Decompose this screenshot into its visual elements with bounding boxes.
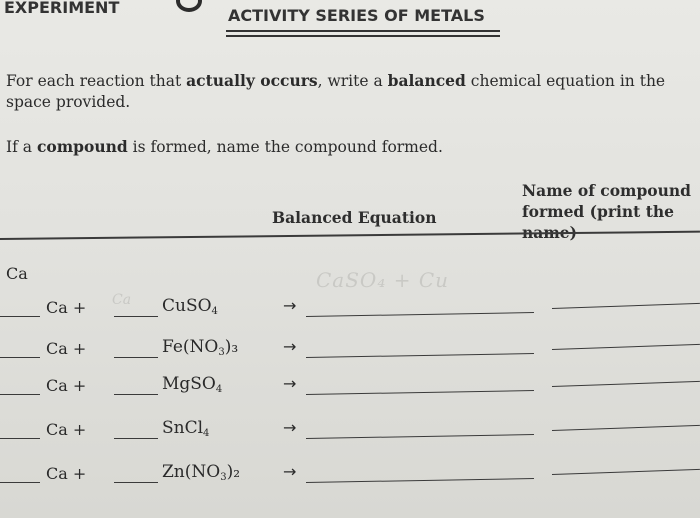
reactant-compound	[162, 337, 238, 358]
section-label-metal: Ca	[6, 264, 28, 283]
reactant-compound	[162, 418, 209, 439]
reactant-compound	[162, 374, 222, 395]
equation-answer-line[interactable]	[306, 434, 534, 439]
column-header-name-line2: formed (print the name)	[522, 202, 675, 242]
instruction-text: , write a	[317, 72, 388, 90]
reaction-arrow-icon: →	[283, 462, 297, 481]
equation-answer-line[interactable]	[306, 390, 534, 395]
worksheet-title: ACTIVITY SERIES OF METALS	[228, 6, 485, 25]
compound-subscript: 4	[203, 428, 210, 439]
compound-subscript: 4	[215, 384, 223, 395]
compound-name-line[interactable]	[552, 344, 700, 350]
coefficient-blank[interactable]	[114, 438, 158, 439]
reactant-metal: Ca +	[46, 376, 87, 395]
compound-formula: Fe(NO	[162, 337, 219, 357]
compound-name-line[interactable]	[552, 303, 700, 309]
reaction-row	[0, 296, 700, 332]
reactant-compound	[162, 462, 240, 483]
reactant-metal: Ca +	[46, 298, 87, 317]
compound-subscript: 3	[220, 472, 227, 483]
compound-name-line[interactable]	[552, 381, 700, 387]
reactant-compound	[162, 296, 218, 317]
equation-answer-line[interactable]	[306, 312, 534, 317]
instruction-text: For each reaction that	[6, 72, 187, 90]
instruction-emphasis: balanced	[387, 71, 466, 90]
instruction-reaction	[6, 70, 686, 113]
reaction-arrow-icon: →	[283, 296, 297, 315]
equation-answer-line[interactable]	[306, 353, 534, 358]
handwritten-coefficient: Ca	[112, 292, 132, 308]
compound-subscript: 4	[211, 306, 218, 317]
compound-formula: SnCl	[162, 418, 204, 438]
compound-subscript: 3	[218, 347, 225, 358]
experiment-label: EXPERIMENT	[4, 0, 120, 17]
instruction-emphasis: compound	[36, 137, 128, 156]
reactant-metal: Ca +	[46, 339, 87, 358]
reactant-metal: Ca +	[46, 464, 87, 483]
compound-name-line[interactable]	[552, 425, 700, 431]
title-underline-bottom	[226, 35, 500, 37]
instruction-emphasis: actually occurs	[186, 71, 318, 90]
reaction-row	[0, 337, 700, 373]
compound-formula: MgSO	[162, 374, 216, 394]
coefficient-blank[interactable]	[0, 316, 40, 317]
instruction-text: If a	[6, 138, 37, 156]
experiment-number-mark	[176, 0, 202, 12]
reaction-row	[0, 418, 700, 454]
column-header-name-line1: Name of compound	[522, 181, 692, 200]
coefficient-blank[interactable]	[114, 316, 158, 317]
coefficient-blank[interactable]	[0, 357, 40, 358]
title-underline-top	[226, 30, 500, 32]
equation-answer-line[interactable]	[306, 478, 534, 483]
coefficient-blank[interactable]	[0, 394, 40, 395]
compound-name-line[interactable]	[552, 469, 700, 475]
instruction-text: is formed, name the compound formed.	[127, 138, 443, 156]
reactant-metal: Ca +	[46, 420, 87, 439]
coefficient-blank[interactable]	[114, 394, 158, 395]
coefficient-blank[interactable]	[114, 357, 158, 358]
instruction-compound	[6, 136, 443, 158]
compound-formula-tail: )₂	[226, 462, 241, 482]
reaction-row	[0, 462, 700, 498]
reaction-arrow-icon: →	[283, 418, 297, 437]
reaction-arrow-icon: →	[283, 337, 297, 356]
instruction-text: chemical equation in the space provided.	[6, 72, 666, 111]
coefficient-blank[interactable]	[0, 482, 40, 483]
coefficient-blank[interactable]	[0, 438, 40, 439]
handwritten-answer: CaSO₄ + Cu	[316, 268, 449, 292]
coefficient-blank[interactable]	[114, 482, 158, 483]
reaction-arrow-icon: →	[283, 374, 297, 393]
reaction-row	[0, 374, 700, 410]
compound-formula: CuSO	[162, 296, 212, 316]
compound-formula-tail: )₃	[224, 337, 239, 357]
column-header-equation: Balanced Equation	[272, 208, 437, 227]
compound-formula: Zn(NO	[162, 462, 221, 482]
